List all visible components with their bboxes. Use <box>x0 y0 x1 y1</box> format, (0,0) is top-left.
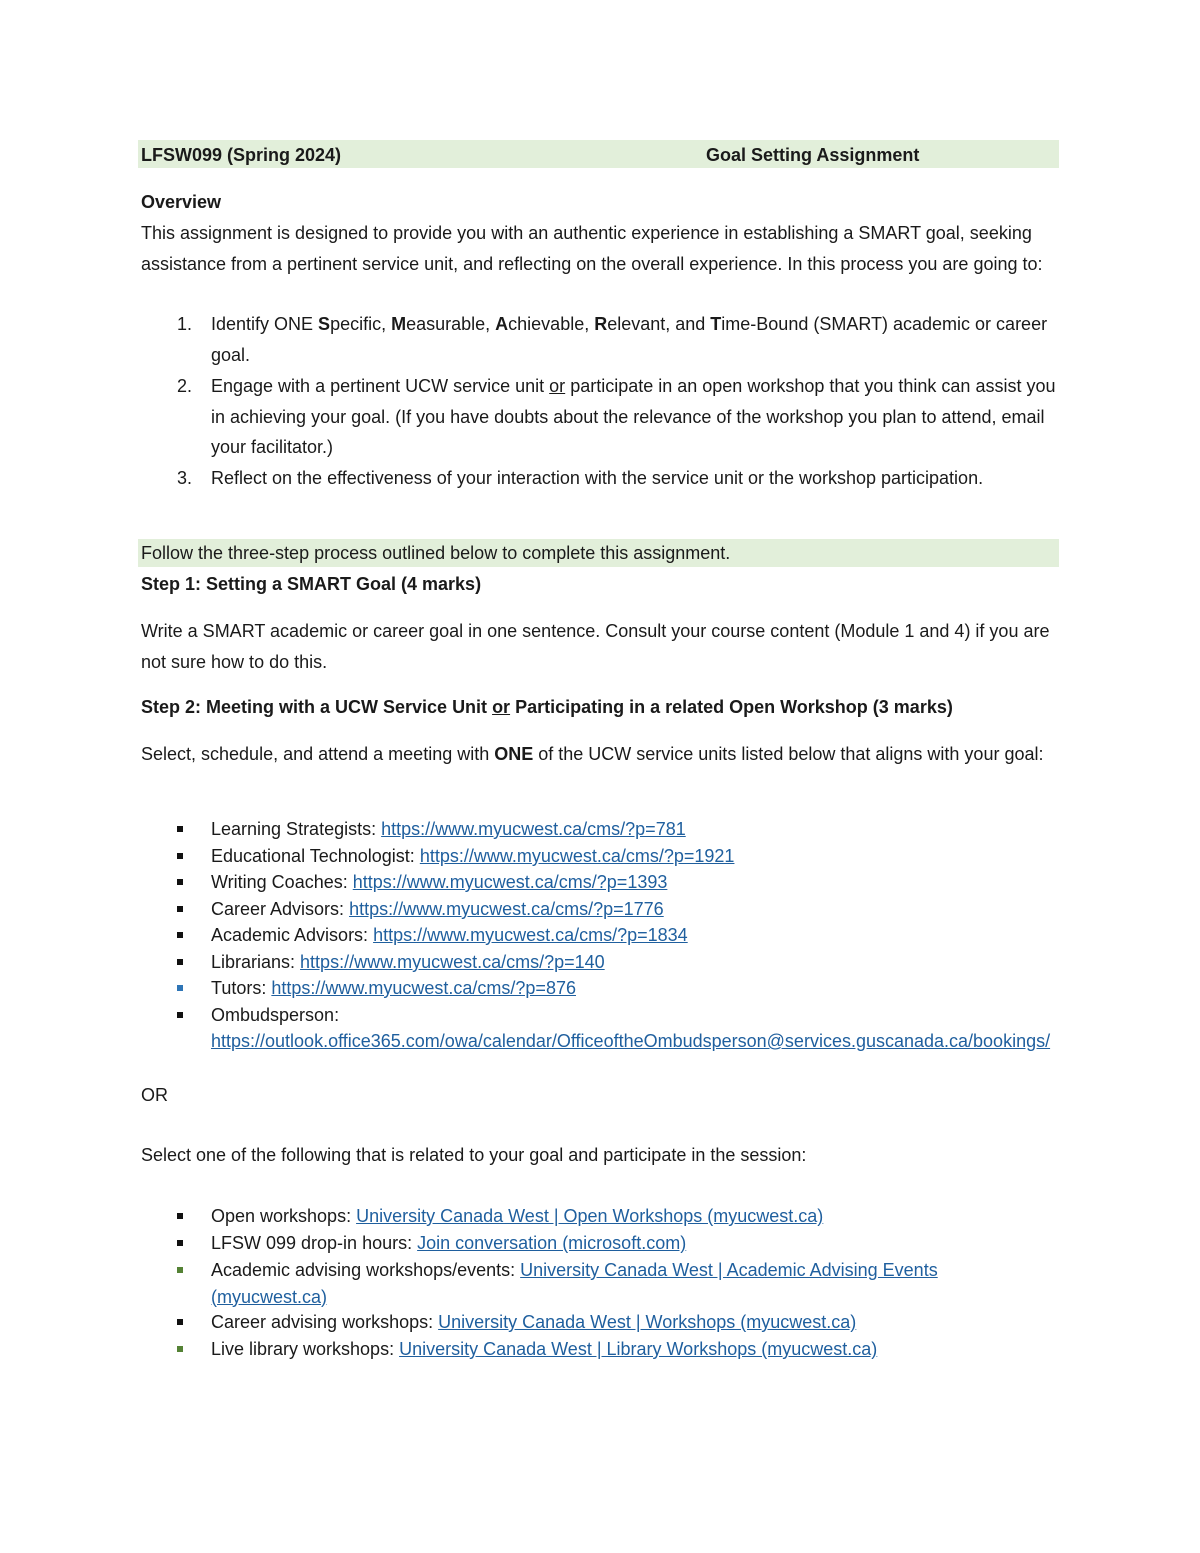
bullet-icon <box>177 1346 183 1352</box>
session-link[interactable]: Join conversation (microsoft.com) <box>417 1233 687 1253</box>
list-item: Learning Strategists: https://www.myucwest.ca/cms/?p=781 <box>211 819 686 839</box>
list-item: Librarians: https://www.myucwest.ca/cms/?p=140 <box>211 952 605 972</box>
list-number: 3. <box>177 468 193 488</box>
list-item: Ombudsperson: <box>211 1005 340 1025</box>
list-item: Career advising workshops: University Canada West | Workshops (myucwest.ca) <box>211 1312 857 1332</box>
list-item: Educational Technologist: https://www.myucwest.ca/cms/?p=1921 <box>211 846 735 866</box>
step-2-text: Engage with a pertinent UCW service unit or participate in an open workshop that you think can assist you in achieving your goal. (If you have doubts about the relevance of the workshop you plan to attend, email your facilitator.) <box>211 376 1056 457</box>
unit-link[interactable]: https://www.myucwest.ca/cms/?p=781 <box>381 819 686 839</box>
step2-heading: Step 2: Meeting with a UCW Service Unit or Participating in a related Open Workshop (3 marks) <box>141 697 953 717</box>
unit-link[interactable]: https://www.myucwest.ca/cms/?p=1921 <box>419 846 735 866</box>
step1-body: Write a SMART academic or career goal in one sentence. Consult your course content (Module 1 and 4) if you are not sure how to do this. <box>141 621 1050 672</box>
step-1-text: Identify ONE Specific, Measurable, Achievable, Relevant, and Time-Bound (SMART) academic or career goal. <box>211 314 1048 365</box>
list-item: Writing Coaches: https://www.myucwest.ca/cms/?p=1393 <box>211 872 668 892</box>
bullet-icon <box>177 985 183 991</box>
list-item: Academic advising workshops/events: University Canada West | Academic Advising Events (myucwest.ca) <box>211 1260 938 1307</box>
session-link[interactable]: University Canada West | Academic Advising Events (myucwest.ca) <box>211 1260 938 1307</box>
unit-link[interactable]: https://www.myucwest.ca/cms/?p=876 <box>271 978 576 998</box>
list-item: LFSW 099 drop-in hours: Join conversation (microsoft.com) <box>211 1233 687 1253</box>
list-number: 1. <box>177 314 193 334</box>
session-link[interactable]: University Canada West | Open Workshops (myucwest.ca) <box>356 1206 824 1226</box>
unit-link[interactable]: https://www.myucwest.ca/cms/?p=1834 <box>373 925 688 945</box>
list-item-continuation <box>211 1028 1056 1055</box>
session-link[interactable]: University Canada West | Library Workshops (myucwest.ca) <box>399 1339 878 1359</box>
unit-link[interactable]: https://www.myucwest.ca/cms/?p=140 <box>300 952 605 972</box>
bullet-icon <box>177 1213 183 1219</box>
list-number: 2. <box>177 376 193 396</box>
list-item: Open workshops: University Canada West | Open Workshops (myucwest.ca) <box>211 1206 824 1226</box>
bullet-icon <box>177 1012 183 1018</box>
bullet-icon <box>177 1319 183 1325</box>
overview-intro: This assignment is designed to provide you with an authentic experience in establishing a SMART goal, seeking assistance from a pertinent service unit, and reflecting on the overall experience. In this process you are going to: <box>141 223 1043 274</box>
ombudsperson-link[interactable]: https://outlook.office365.com/owa/calendar/OfficeoftheOmbudsperson@services.guscanada.ca/bookings/ <box>211 1031 1051 1051</box>
bullet-icon <box>177 853 183 859</box>
bullet-icon <box>177 906 183 912</box>
bullet-icon <box>177 826 183 832</box>
unit-link[interactable]: https://www.myucwest.ca/cms/?p=1393 <box>352 872 668 892</box>
course-code: LFSW099 (Spring 2024) <box>141 145 342 165</box>
bullet-icon <box>177 959 183 965</box>
overview-heading: Overview <box>141 192 222 212</box>
select-text: Select one of the following that is related to your goal and participate in the session: <box>141 1145 807 1165</box>
assignment-title: Goal Setting Assignment <box>706 145 920 165</box>
session-link[interactable]: University Canada West | Workshops (myucwest.ca) <box>438 1312 857 1332</box>
bullet-icon <box>177 1240 183 1246</box>
instruction-banner: Follow the three-step process outlined below to complete this assignment. <box>141 543 731 563</box>
step-3-text: Reflect on the effectiveness of your interaction with the service unit or the workshop participation. <box>211 468 984 488</box>
list-item: Academic Advisors: https://www.myucwest.ca/cms/?p=1834 <box>211 925 688 945</box>
list-item: Tutors: https://www.myucwest.ca/cms/?p=876 <box>211 978 576 998</box>
bullet-icon <box>177 1267 183 1273</box>
bullet-icon <box>177 932 183 938</box>
or-label: OR <box>141 1085 168 1105</box>
step2-body: Select, schedule, and attend a meeting with ONE of the UCW service units listed below that aligns with your goal: <box>141 744 1044 764</box>
list-item: Career Advisors: https://www.myucwest.ca/cms/?p=1776 <box>211 899 664 919</box>
list-item: Live library workshops: University Canada West | Library Workshops (myucwest.ca) <box>211 1339 878 1359</box>
bullet-icon <box>177 879 183 885</box>
step1-heading: Step 1: Setting a SMART Goal (4 marks) <box>141 574 482 594</box>
unit-link[interactable]: https://www.myucwest.ca/cms/?p=1776 <box>349 899 664 919</box>
